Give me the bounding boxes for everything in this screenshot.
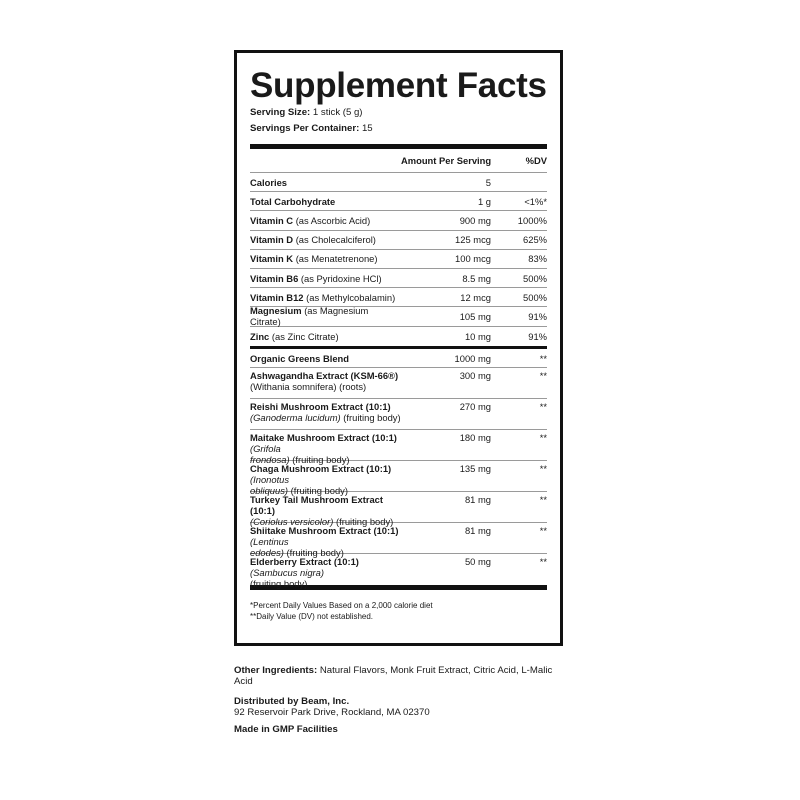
blend-item: Turkey Tail Mushroom Extract (10:1) (Coriolus versicolor) (fruiting body) 81 mg ** — [250, 494, 547, 528]
table-row: Vitamin B12 (as Methylcobalamin) 12 mcg 500% — [250, 288, 547, 307]
table-row: Vitamin C (as Ascorbic Acid) 900 mg 1000% — [250, 211, 547, 230]
table-row: Total Carbohydrate 1 g <1%* — [250, 192, 547, 211]
table-row: Magnesium (as Magnesium Citrate) 105 mg 91% — [250, 305, 547, 328]
blend-item: Ashwagandha Extract (KSM-66®) (Withania somnifera) (roots) 300 mg ** — [250, 368, 547, 399]
blend-row: Organic Greens Blend 1000 mg ** — [250, 349, 547, 368]
serving-size: Serving Size: 1 stick (5 g) — [250, 107, 363, 118]
other-ingredients: Other Ingredients: Natural Flavors, Monk Fruit Extract, Citric Acid, L-Malic Acid — [234, 665, 553, 687]
table-header: Amount Per Serving %DV — [250, 149, 547, 173]
blend-item: Elderberry Extract (10:1) (Sambucus nigra) (fruiting body) 50 mg ** — [250, 556, 547, 590]
blend-item: Chaga Mushroom Extract (10:1) (Inonotus obliquus) (fruiting body) 135 mg ** — [250, 463, 547, 497]
footnote-dv-not-established: **Daily Value (DV) not established. — [250, 612, 374, 622]
table-row: Vitamin B6 (as Pyridoxine HCl) 8.5 mg 500% — [250, 269, 547, 288]
servings-per-container: Servings Per Container: 15 — [250, 123, 373, 134]
table-row: Zinc (as Zinc Citrate) 10 mg 91% — [250, 330, 547, 342]
distributor-address: 92 Reservoir Park Drive, Rockland, MA 02370 — [234, 707, 430, 718]
footnote-percent-dv: *Percent Daily Values Based on a 2,000 calorie diet — [250, 601, 433, 611]
footnotes — [250, 600, 547, 622]
supplement-facts-panel — [234, 50, 563, 646]
gmp-statement: Made in GMP Facilities — [234, 724, 338, 735]
distributor: Distributed by Beam, Inc. 92 Reservoir Park Drive, Rockland, MA 02370 — [234, 696, 430, 718]
blend-item: Maitake Mushroom Extract (10:1) (Grifola frondosa) (fruiting body) 180 mg ** — [250, 432, 547, 466]
panel-title: Supplement Facts — [250, 66, 547, 105]
table-row: Vitamin K (as Menatetrenone) 100 mcg 83% — [250, 250, 547, 269]
table-row: Vitamin D (as Cholecalciferol) 125 mcg 625% — [250, 231, 547, 250]
blend-item: Shiitake Mushroom Extract (10:1) (Lentinus edodes) (fruiting body) 81 mg ** — [250, 525, 547, 559]
blend-item: Reishi Mushroom Extract (10:1) (Ganoderma lucidum) (fruiting body) 270 mg ** — [250, 399, 547, 430]
table-row: Calories 5 — [250, 173, 547, 192]
